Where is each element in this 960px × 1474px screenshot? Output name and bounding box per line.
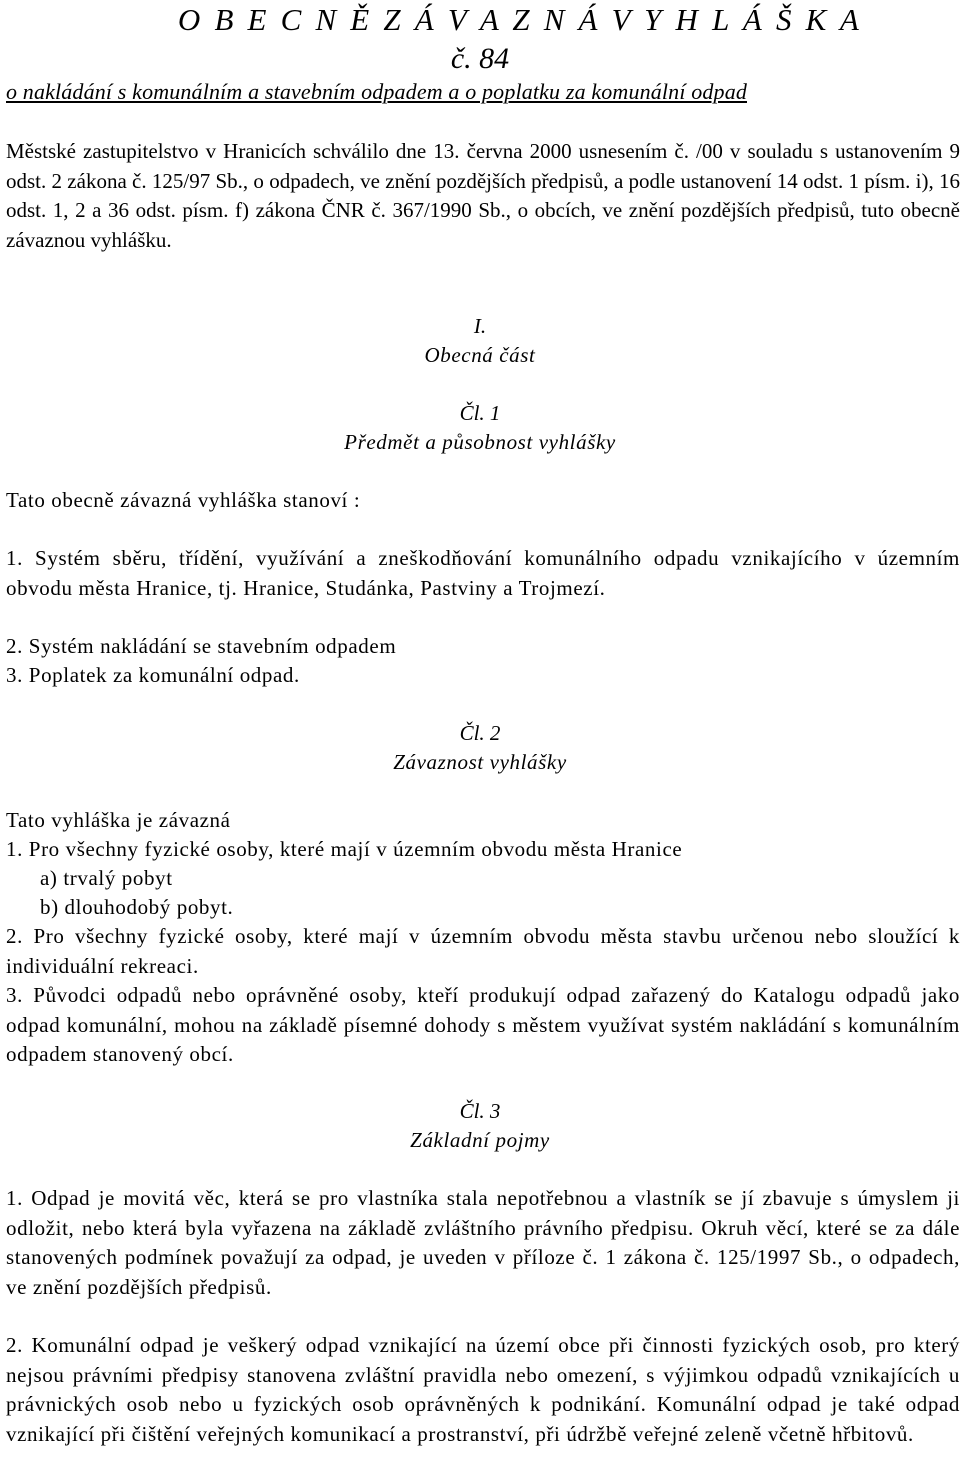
document-subtitle: o nakládání s komunálním a stavebním odpadem a o poplatku za komunální odpad [6,79,747,104]
article-3-item-2: 2. Komunální odpad je veškerý odpad vznikající na území obce při činnosti fyzických osob, pro který nejsou právními předpisy stanovena zvláštní pravidla nebo omezení, s výjimkou odpadů vznikajících u právnických osob nebo u fyzických osob oprávněných k podnikání. Komunální odpad je také odpad vznikající při čištění veřejných komunikací a prostranství, při údržbě veřejné zeleně včetně hřbitovů. [6,1333,960,1446]
article-2-number: Čl. 2 [459,721,501,745]
part-number: I. [473,314,487,338]
article-2-item-3: 3. Původci odpadů nebo oprávněné osoby, kteří produkují odpad zařazený do Katalogu odpadů jako odpad komunální, mohou na základě písemné dohody s městem využívat systém nakládání s komunálním odpadem stanovený obcí. [6,983,960,1066]
article-2-item-1: 1. Pro všechny fyzické osoby, které mají v územním obvodu města Hranice [6,837,683,861]
part-title: Obecná část [424,343,536,367]
document-title: O B E C N Ě Z Á V A Z N Á V Y H L Á Š K A [177,2,863,37]
article-1-intro: Tato obecně závazná vyhláška stanoví : [6,488,361,512]
document-number: č. 84 [450,42,510,75]
article-3-item-1: 1. Odpad je movitá věc, která se pro vlastníka stala nepotřebnou a vlastník se jí zbavuje s úmyslem ji odložit, nebo která byla vyřazena na základě zvláštního právního předpisu. Okruh věcí, které se za dále stanovených podmínek považují za odpad, je uveden v příloze č. 1 zákona č. 125/1997 Sb., o odpadech, ve znění pozdějších předpisů. [6,1186,960,1299]
preamble: Městské zastupitelstvo v Hranicích schválilo dne 13. června 2000 usnesením č. /00 v souladu s ustanovením 9 odst. 2 zákona č. 125/97 Sb., o odpadech, ve znění pozdějších předpisů, a podle ustanovení 14 odst. 1 písm. i), 16 odst. 1, 2 a 36 odst. písm. f) zákona ČNR č. 367/1990 Sb., o obcích, ve znění pozdějších předpisů, tuto obecně závaznou vyhlášku. [6,139,960,252]
article-1-item-1: 1. Systém sběru, třídění, využívání a zneškodňování komunálního odpadu vznikajícího v územním obvodu města Hranice, tj. Hranice, Studánka, Pastviny a Trojmezí. [6,546,960,600]
article-2-intro: Tato vyhláška je závazná [6,808,231,832]
article-2-item-2: 2. Pro všechny fyzické osoby, které mají v územním obvodu města stavbu určenou nebo sloužící k individuální rekreaci. [6,924,960,978]
article-1-title: Předmět a působnost vyhlášky [344,430,616,454]
article-2-title: Závaznost vyhlášky [393,750,567,774]
article-2-item-1b: b) dlouhodobý pobyt. [40,895,234,919]
article-1-item-2: 2. Systém nakládání se stavebním odpadem [6,634,397,658]
article-1-item-3: 3. Poplatek za komunální odpad. [6,663,300,687]
article-3-title: Základní pojmy [410,1128,550,1152]
article-1-number: Čl. 1 [459,401,501,425]
article-2-item-1a: a) trvalý pobyt [40,866,173,890]
article-3-number: Čl. 3 [459,1099,501,1123]
